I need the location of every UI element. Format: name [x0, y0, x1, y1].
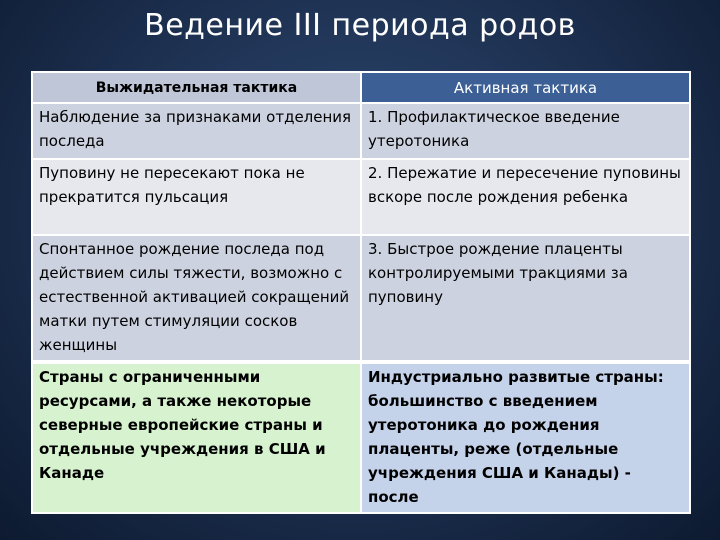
tactics-table	[31, 71, 691, 514]
table-row	[32, 235, 690, 361]
table-cell: 2. Пережатие и пересечение пуповины вскоре после рождения ребенка	[361, 159, 690, 235]
table-cell: Наблюдение за признаками отделения последа	[32, 103, 361, 159]
header-active-tactic: Активная тактика	[361, 72, 690, 103]
table-row	[32, 103, 690, 159]
table-header-row	[32, 72, 690, 103]
slide-title: Ведение III периода родов	[144, 8, 576, 43]
summary-cell-industrial-countries: Индустриально развитые страны: большинство с введением утеротоника до рождения плаценты, реже (отдельные учреждения США и Канады) - после	[361, 363, 690, 513]
summary-cell-limited-resources: Страны с ограниченными ресурсами, а также некоторые северные европейские страны и отдельные учреждения в США и Канаде	[32, 363, 361, 513]
table-cell: 1. Профилактическое введение утеротоника	[361, 103, 690, 159]
table-row	[32, 159, 690, 235]
table-cell: 3. Быстрое рождение плаценты контролируемыми тракциями за пуповину	[361, 235, 690, 361]
summary-row	[32, 363, 690, 513]
table-cell: Пуповину не пересекают пока не прекратится пульсация	[32, 159, 361, 235]
header-expectant-tactic: Выжидательная тактика	[32, 72, 361, 103]
table-cell: Спонтанное рождение последа под действием силы тяжести, возможно с естественной активацией сокращений матки путем стимуляции сосков женщины	[32, 235, 361, 361]
